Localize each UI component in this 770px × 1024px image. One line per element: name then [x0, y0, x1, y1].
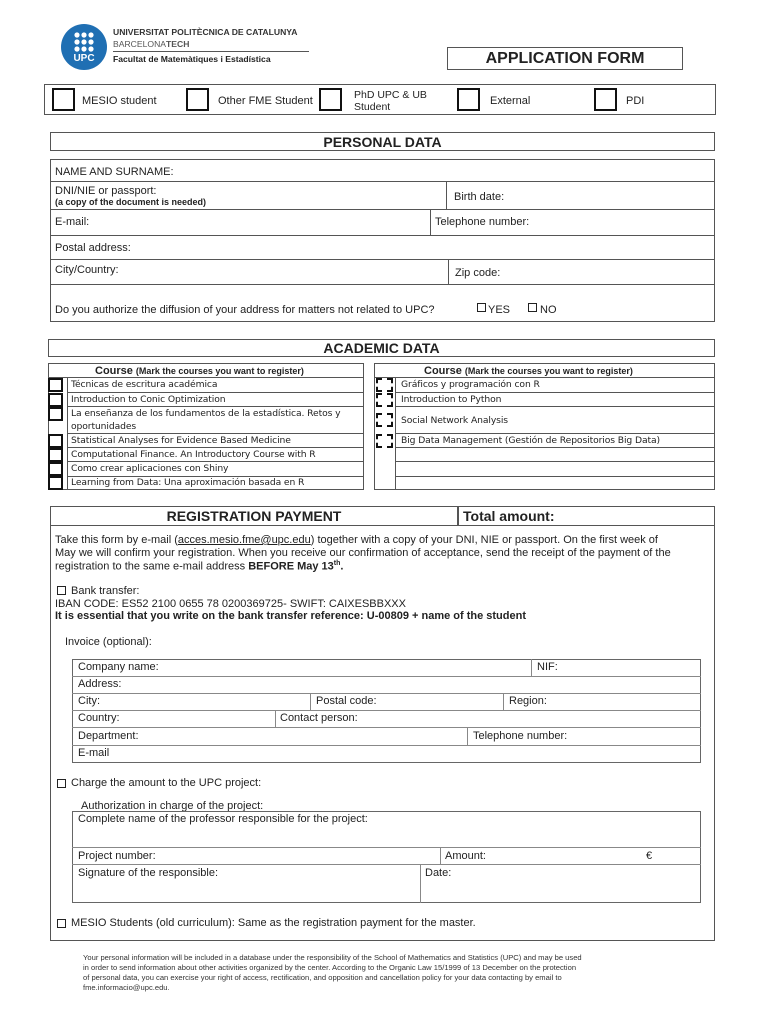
deadline-sup: th	[333, 560, 341, 567]
bank-transfer-checkbox[interactable]	[57, 586, 66, 595]
euro-symbol: €	[646, 850, 653, 862]
student-type-checkbox-other-fme[interactable]	[186, 88, 209, 111]
signature-label: Signature of the responsible:	[78, 867, 219, 879]
course-header-left	[95, 365, 304, 377]
address-label: Address:	[78, 678, 122, 690]
course-checkbox[interactable]	[48, 462, 63, 476]
city-label: City:	[78, 695, 100, 707]
authorization-label: Authorization in charge of the project:	[81, 800, 264, 812]
page-title: APPLICATION FORM	[485, 50, 645, 67]
course-checkbox[interactable]	[48, 448, 63, 462]
authorize-no-checkbox[interactable]	[528, 303, 537, 312]
course-note: (Mark the courses you want to register)	[135, 366, 304, 376]
dni-note: (a copy of the document is needed)	[55, 197, 207, 207]
date-label: Date:	[425, 867, 452, 879]
email-field-label: E-mail:	[55, 216, 90, 228]
telephone-field-label: Telephone number:	[435, 216, 530, 228]
student-type-label: PhD UPC & UB Student	[354, 89, 427, 113]
course-item: Big Data Management (Gestión de Repositorios Big Data)	[401, 435, 661, 446]
student-type-label: MESIO student	[82, 95, 157, 107]
invoice-table	[72, 659, 701, 763]
payment-title: REGISTRATION PAYMENT	[166, 508, 342, 524]
course-checkbox[interactable]	[48, 476, 63, 490]
city-country-label: City/Country:	[55, 264, 119, 276]
privacy-notice-line: Your personal information will be included in a database under the responsibility of the School of Mathematics and Statistics (UPC) and may be used	[83, 953, 582, 962]
personal-data-title: PERSONAL DATA	[323, 134, 442, 150]
course-item: Statistical Analyses for Evidence Based Medicine	[71, 435, 291, 446]
personal-data-section	[50, 159, 715, 322]
upc-logo	[61, 24, 107, 70]
payment-instructions-line1	[55, 534, 658, 546]
instruction-text: ) together with a copy of your DNI, NIE or passport. On the first week of	[310, 534, 658, 546]
course-item: Learning from Data: Una aproximación basada en R	[71, 477, 305, 488]
payment-instructions-line3	[55, 560, 343, 573]
birth-date-label: Birth date:	[454, 191, 505, 203]
instruction-text: Take this form by e-mail (	[55, 534, 178, 546]
course-checkbox[interactable]	[376, 378, 393, 392]
personal-data-header	[50, 132, 715, 151]
invoice-label: Invoice (optional):	[65, 636, 152, 648]
course-checkbox[interactable]	[376, 434, 393, 448]
iban-code: IBAN CODE: ES52 2100 0655 78 0200369725- SWIFT: CAIXESBBXXX	[55, 598, 406, 610]
barcelona-text: BARCELONA	[113, 39, 167, 49]
student-type-checkbox-mesio[interactable]	[52, 88, 75, 111]
course-checkbox[interactable]	[376, 413, 393, 427]
student-type-checkbox-external[interactable]	[457, 88, 480, 111]
student-type-checkbox-pdi[interactable]	[594, 88, 617, 111]
academic-data-header	[48, 339, 715, 357]
course-checkbox[interactable]	[376, 393, 393, 407]
course-checkbox[interactable]	[48, 407, 63, 421]
instruction-text: .	[340, 560, 344, 573]
mesio-old-checkbox[interactable]	[57, 919, 66, 928]
company-name-label: Company name:	[78, 661, 159, 673]
course-header-right	[424, 365, 633, 377]
course-item: Social Network Analysis	[401, 415, 508, 426]
authorize-question: Do you authorize the diffusion of your address for matters not related to UPC?	[55, 304, 435, 316]
mesio-old-label: MESIO Students (old curriculum): Same as the registration payment for the master.	[71, 917, 476, 929]
privacy-notice-line: of personal data, you can exercise your right of access, rectification, and opposition and cancellation policy for your data contacting by email to	[83, 973, 562, 982]
privacy-notice-email: fme.informacio@upc.edu.	[83, 983, 170, 992]
course-item: La enseñanza de los fundamentos de la estadística. Retos y	[71, 408, 341, 419]
bank-transfer-label: Bank transfer:	[71, 585, 140, 597]
department-label: Department:	[78, 730, 139, 742]
course-item: Técnicas de escritura académica	[71, 379, 218, 390]
course-checkbox[interactable]	[48, 434, 63, 448]
university-name: UNIVERSITAT POLITÈCNICA DE CATALUNYA	[113, 27, 298, 37]
course-item: Como crear aplicaciones con Shiny	[71, 463, 229, 474]
course-item: Gráficos y programación con R	[401, 379, 540, 390]
contact-person-label: Contact person:	[280, 712, 358, 724]
course-item: Introduction to Conic Optimization	[71, 394, 226, 405]
total-amount-box	[458, 506, 715, 526]
authorize-no-label: NO	[540, 304, 557, 316]
application-form-title-box	[447, 47, 683, 70]
postal-code-label: Postal code:	[316, 695, 377, 707]
faculty-name: Facultat de Matemàtiques i Estadística	[113, 54, 271, 64]
payment-instructions-line2: May we will confirm your registration. When you receive our confirmation of acceptance, send the receipt of the payment of the	[55, 547, 671, 559]
charge-project-checkbox[interactable]	[57, 779, 66, 788]
student-type-label: PDI	[626, 95, 645, 107]
authorize-yes-label: YES	[488, 304, 511, 316]
country-label: Country:	[78, 712, 120, 724]
postal-address-label: Postal address:	[55, 242, 131, 254]
project-number-label: Project number:	[78, 850, 156, 862]
course-note: (Mark the courses you want to register)	[464, 366, 633, 376]
tech-text: TECH	[166, 39, 190, 49]
name-field-label: NAME AND SURNAME:	[55, 166, 174, 178]
student-type-label: Other FME Student	[218, 95, 313, 107]
student-type-checkbox-phd[interactable]	[319, 88, 342, 111]
instruction-text: registration to the same e-mail address	[55, 560, 249, 573]
course-item: oportunidades	[71, 421, 137, 432]
nif-label: NIF:	[537, 661, 558, 673]
deadline-text: BEFORE May 13	[248, 560, 334, 573]
transfer-reference-note: It is essential that you write on the bank transfer reference: U-00809 + name of the student	[55, 610, 526, 622]
dni-field-label: DNI/NIE or passport:	[55, 185, 157, 197]
course-item: Computational Finance. An Introductory Course with R	[71, 449, 316, 460]
course-checkbox[interactable]	[48, 378, 63, 392]
invoice-email-label: E-mail	[78, 747, 110, 759]
amount-label: Amount:	[445, 850, 486, 862]
course-item: Introduction to Python	[401, 394, 502, 405]
payment-header	[50, 506, 458, 526]
privacy-notice-line: in order to send information about other activities organized by the center. According to the Organic Law 15/1999 of 13 December on the protection	[83, 963, 577, 972]
authorize-yes-checkbox[interactable]	[477, 303, 486, 312]
logo-divider	[113, 51, 309, 52]
course-label: Course	[424, 365, 462, 377]
contact-email-link[interactable]: acces.mesio.fme@upc.edu	[177, 534, 311, 546]
course-label: Course	[95, 365, 133, 377]
region-label: Region:	[509, 695, 547, 707]
student-type-label: External	[490, 95, 531, 107]
professor-name-label: Complete name of the professor responsible for the project:	[78, 813, 368, 825]
zip-code-label: Zip code:	[455, 267, 501, 279]
charge-project-label: Charge the amount to the UPC project:	[71, 777, 262, 789]
upc-badge: UPC	[73, 53, 95, 64]
invoice-telephone-label: Telephone number:	[473, 730, 568, 742]
academic-data-title: ACADEMIC DATA	[323, 340, 440, 356]
barcelonatech	[113, 39, 189, 49]
course-checkbox[interactable]	[48, 393, 63, 407]
total-amount-label: Total amount:	[463, 508, 555, 524]
